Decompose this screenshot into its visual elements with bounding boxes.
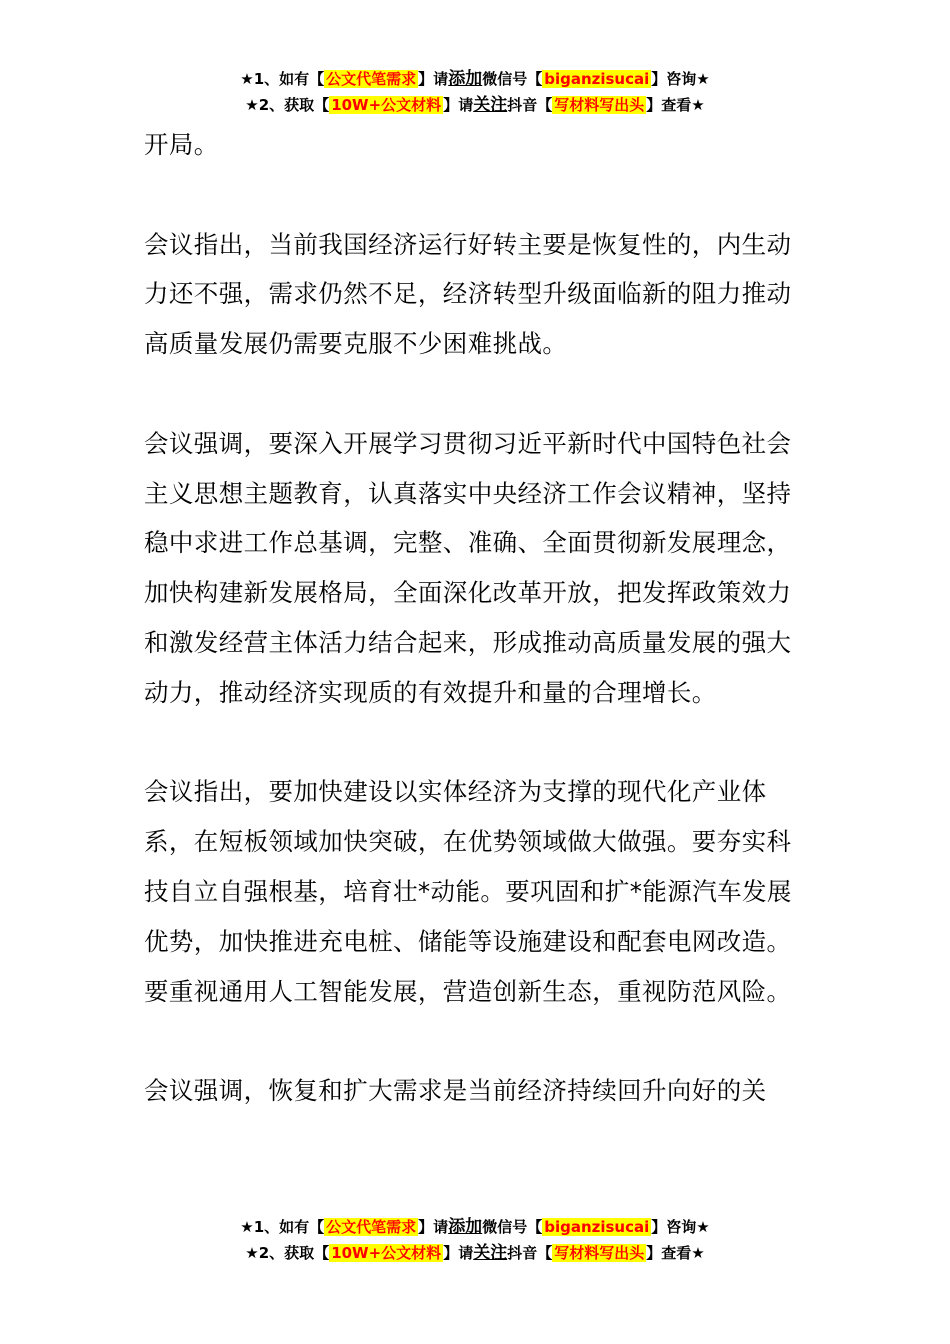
banner-text: 微信号【 [482,1218,543,1236]
banner-highlight: biganzisucai [544,70,650,88]
banner-emphasis: 关注 [473,1243,508,1263]
banner-text: 】查看★ [646,1244,705,1262]
banner-text: 抖音【 [507,1244,553,1262]
paragraph: 会议强调，要深入开展学习贯彻习近平新时代中国特色社会主义思想主题教育，认真落实中央经济工作会议精神，坚持稳中求进工作总基调，完整、准确、全面贯彻新发展理念，加快构建新发展格局，全面深化改革开放，把发挥政策效力和激发经营主体活力结合起来，形成推动高质量发展的强大动力，推动经济实现质的有效提升和量的合理增长。 [144,428,792,707]
banner-text: 】查看★ [646,96,705,114]
banner-highlight: 公文代笔需求 [326,1218,417,1236]
banner-text: 微信号【 [482,70,543,88]
banner-text: ★2、获取【 [245,1244,330,1262]
banner-emphasis: 关注 [473,95,508,115]
banner-text: 】咨询★ [651,70,710,88]
banner-emphasis: 添加 [448,1217,483,1237]
paragraph: 会议强调，恢复和扩大需求是当前经济持续回升向好的关 [144,1076,767,1106]
banner-highlight: 公文代笔需求 [326,70,417,88]
banner-highlight: 10W+公文材料 [331,1244,442,1262]
banner-text: 】请 [418,70,449,88]
paragraph-gap [144,170,808,220]
banner-text: ★1、如有【 [240,70,325,88]
paragraph-gap [144,718,808,768]
banner-text: ★1、如有【 [240,1218,325,1236]
paragraph-gap [144,1016,808,1066]
banner-highlight: biganzisucai [544,1218,650,1236]
banner-text: 】请 [443,1244,474,1262]
banner-line-2 [0,1240,950,1266]
banner-line-2 [0,92,950,118]
banner-text: ★2、获取【 [245,96,330,114]
banner-highlight: 写材料写出头 [554,1244,645,1262]
banner-emphasis: 添加 [448,69,483,89]
banner-highlight: 写材料写出头 [554,96,645,114]
paragraph-gap [144,369,808,419]
header-banner [0,66,950,118]
document-body [144,120,808,1116]
banner-text: 】请 [418,1218,449,1236]
banner-text: 】咨询★ [651,1218,710,1236]
banner-highlight: 10W+公文材料 [331,96,442,114]
paragraph: 会议指出，要加快建设以实体经济为支撑的现代化产业体系，在短板领域加快突破，在优势领域做大做强。要夯实科技自立自强根基，培育壮*动能。要巩固和扩*能源汽车发展优势，加快推进充电桩、储能等设施建设和配套电网改造。要重视通用人工智能发展，营造创新生态，重视防范风险。 [144,777,792,1006]
paragraph: 会议指出，当前我国经济运行好转主要是恢复性的，内生动力还不强，需求仍然不足，经济转型升级面临新的阻力推动高质量发展仍需要克服不少困难挑战。 [144,229,792,359]
paragraph: 开局。 [144,130,219,159]
banner-text: 】请 [443,96,474,114]
banner-line-1 [0,66,950,92]
banner-text: 抖音【 [507,96,553,114]
banner-line-1 [0,1214,950,1240]
footer-banner [0,1214,950,1266]
